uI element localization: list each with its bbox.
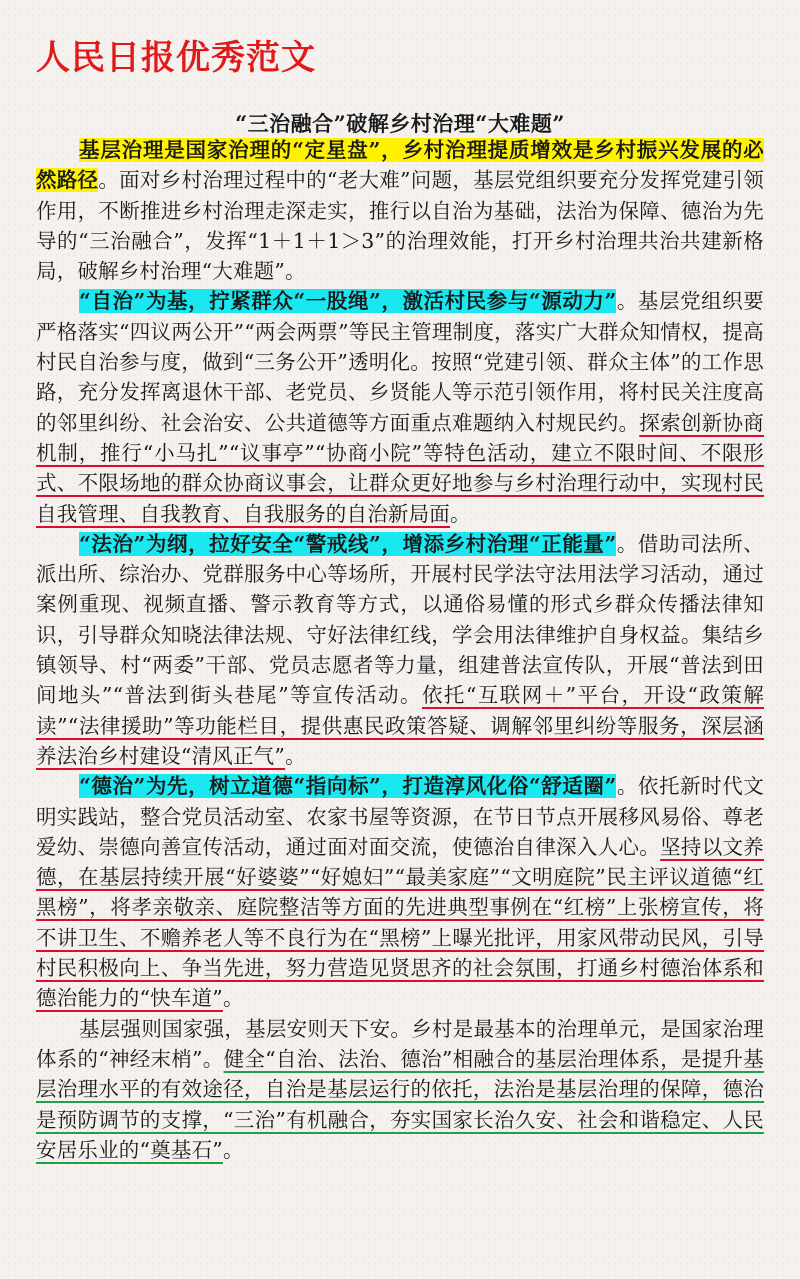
paragraph-2-underlined: 探索创新协商机制，推行“小马扎”“议事亭”“协商小院”等特色活动，建立不限时间、不限形式、不限场地的群众协商议事会，让群众更好地参与乡村治理行动中，实现村民自我管理、自我教育、自我服务的自治新局面 bbox=[36, 410, 764, 526]
paragraph-1 bbox=[36, 135, 764, 286]
paragraph-3-lead: “法治”为纲，拉好安全“警戒线”，增添乡村治理“正能量” bbox=[79, 531, 617, 556]
paragraph-5-underlined: 健全“自治、法治、德治”相融合的基层治理体系，是提升基层治理水平的有效途径，自治是基层运行的依托，法治是基层治理的保障，德治是预防调节的支撑，“三治”有机融合，夯实国家长治久安、社会和谐稳定、人民安居乐业的“奠基石” bbox=[36, 1046, 765, 1162]
page-header: 人民日报优秀范文 bbox=[36, 38, 316, 78]
paragraph-2-tail: 。 bbox=[450, 501, 471, 526]
paragraph-3-tail: 。 bbox=[285, 743, 306, 768]
paragraph-1-lead: 基层治理是国家治理的“定星盘”，乡村治理提质增效是乡村振兴发展的必然路径 bbox=[36, 138, 764, 193]
paragraph-4-tail: 。 bbox=[222, 986, 244, 1011]
paragraph-5 bbox=[36, 1014, 764, 1165]
article-title: “三治融合”破解乡村治理“大难题” bbox=[235, 111, 565, 136]
paragraph-5-body: 基层强则国家强，基层安则天下安。乡村是最基本的治理单元，是国家治理体系的“神经末梢”。 bbox=[36, 1016, 764, 1071]
paragraph-4-body: 。依托新时代文明实践站，整合党员活动室、农家书屋等资源，在节日节点开展移风易俗、尊老爱幼、崇德向善宣传活动，通过面对面交流，使德治自律深入人心。 bbox=[36, 774, 764, 859]
paragraph-3-body: 。借助司法所、派出所、综治办、党群服务中心等场所，开展村民学法守法用法学习活动，通过案例重现、视频直播、警示教育等方式，以通俗易懂的形式乡群众传播法律知识，引导群众知晓法律法规、守好法律红线，学会用法律维护自身权益。集结乡镇领导、村“两委”干部、党员志愿者等力量，组建普法宣传队，开展“普法到田间地头”“普法到街头巷尾”等宣传活动。 bbox=[36, 531, 764, 708]
paragraph-3-underlined: 依托“互联网＋”平台，开设“政策解读”“法律援助”等功能栏目，提供惠民政策答疑、调解邻里纠纷等服务，深层涵养法治乡村建设“清风正气” bbox=[36, 683, 764, 768]
paragraph-2 bbox=[36, 286, 764, 528]
paragraph-4-lead: “德治”为先，树立道德“指向标”，打造淳风化俗“舒适圈” bbox=[79, 774, 617, 799]
paragraph-2-body: 。基层党组织要严格落实“四议两公开”“两会两票”等民主管理制度，落实广大群众知情权，提高村民自治参与度，做到“三务公开”透明化。按照“党建引领、群众主体”的工作思路，充分发挥离退休干部、老党员、乡贤能人等示范引领作用，将村民关注度高的邻里纠纷、社会治安、公共道德等方面重点难题纳入村规民约。 bbox=[36, 289, 764, 435]
paragraph-4-underlined: 坚持以文养德，在基层持续开展“好婆婆”“好媳妇”“最美家庭”“文明庭院”民主评议道德“红黑榜”，将孝亲敬亲、庭院整洁等方面的先进典型事例在“红榜”上张榜宣传，将不讲卫生、不赡养老人等不良行为在“黑榜”上曝光批评，用家风带动民风，引导村民积极向上、争当先进，努力营造见贤思齐的社会氛围，打通乡村德治体系和德治能力的“快车道” bbox=[36, 834, 765, 1011]
paragraph-5-tail: 。 bbox=[222, 1137, 244, 1162]
paragraph-3 bbox=[36, 529, 764, 771]
paragraph-2-lead: “自治”为基，拧紧群众“一股绳”，激活村民参与“源动力” bbox=[79, 289, 617, 314]
paragraph-1-body: 。面对乡村治理过程中的“老大难”问题，基层党组织要充分发挥党建引领作用，不断推进乡村治理走深走实，推行以自治为基础，法治为保障、德治为先导的“三治融合”，发挥“1＋1＋1＞3”的治理效能，打开乡村治理共治共建新格局，破解乡村治理“大难题”。 bbox=[36, 168, 764, 284]
paragraph-4 bbox=[36, 771, 764, 1013]
article-body bbox=[36, 135, 764, 1165]
